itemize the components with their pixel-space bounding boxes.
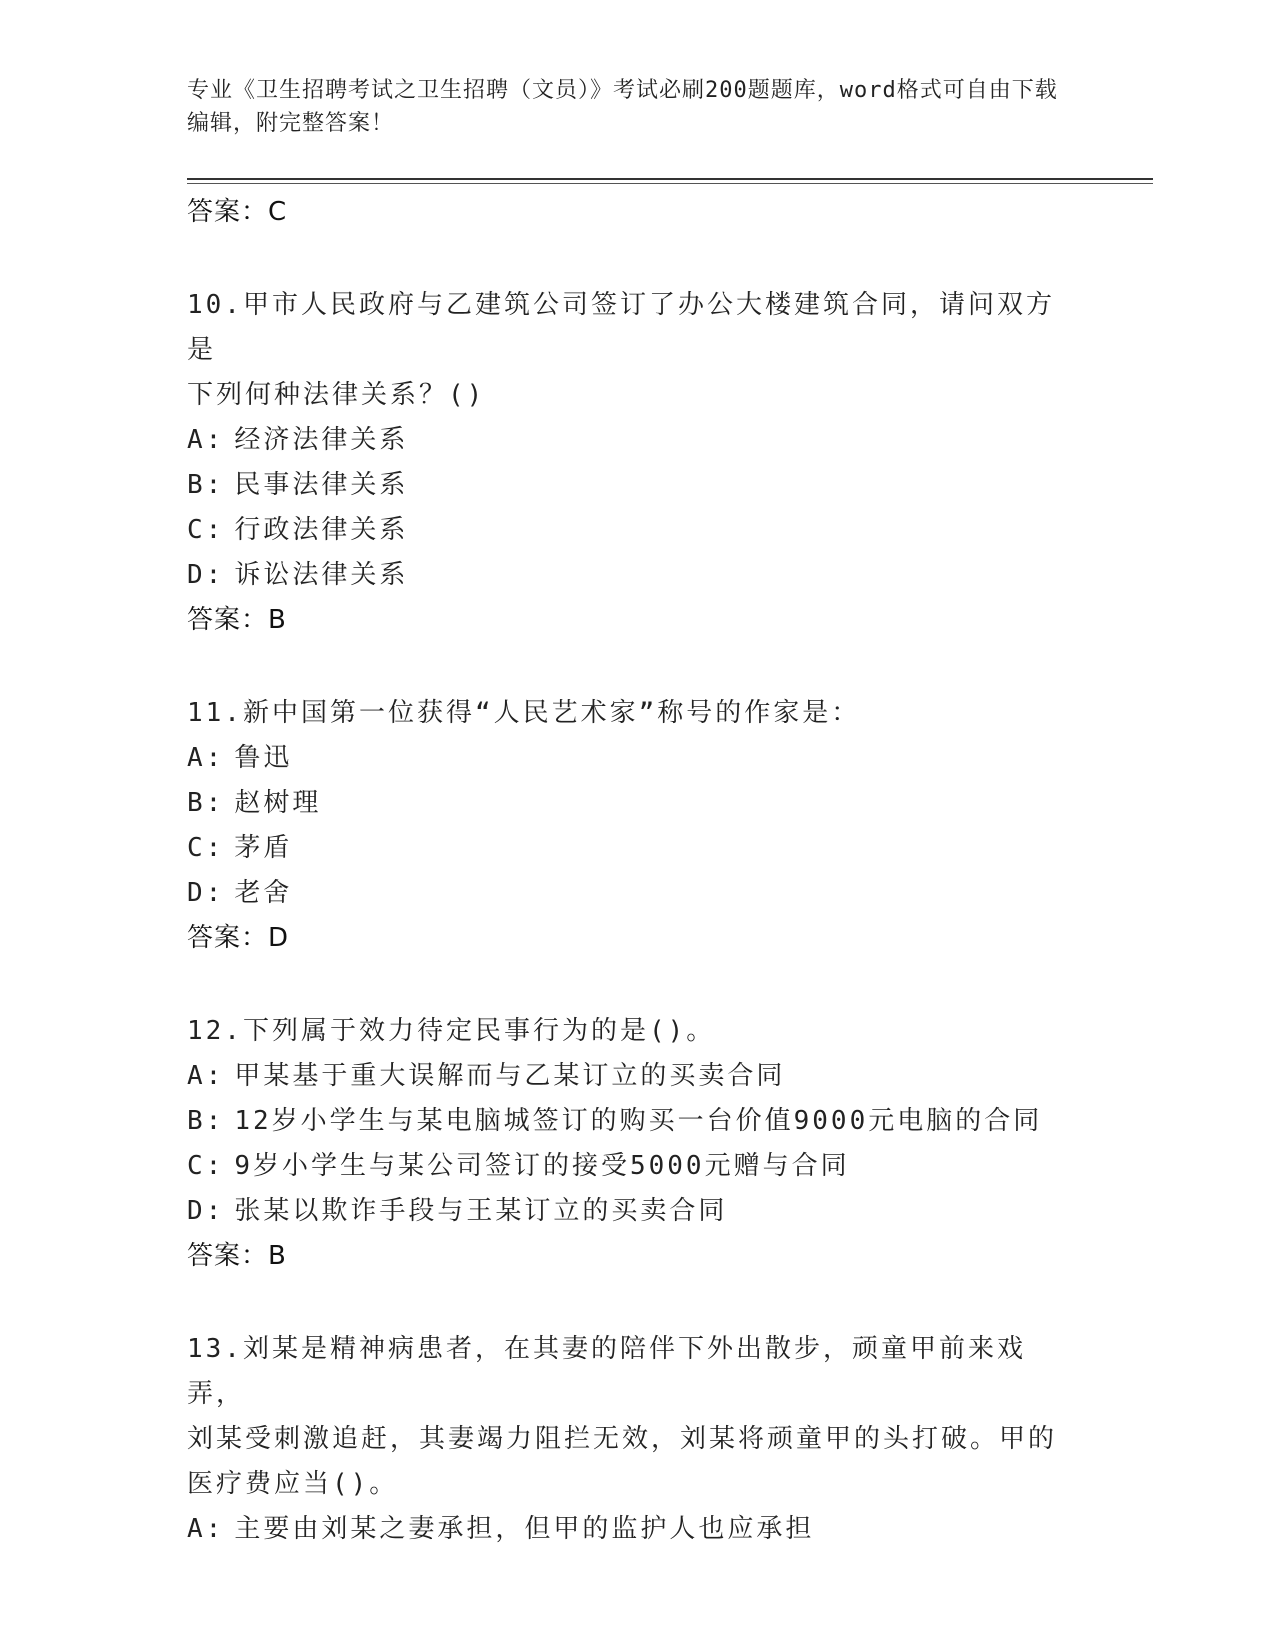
option-text: 甲某基于重大误解而与乙某订立的买卖合同 bbox=[234, 1061, 786, 1091]
option-text: 鲁迅 bbox=[234, 743, 293, 773]
option-key: B: bbox=[187, 470, 225, 500]
option-text: 行政法律关系 bbox=[234, 515, 409, 545]
option-d bbox=[187, 553, 1087, 598]
option-key: C: bbox=[187, 515, 225, 545]
option-text: 张某以欺诈手段与王某订立的买卖合同 bbox=[234, 1196, 728, 1226]
question-block bbox=[187, 1327, 1087, 1552]
option-key: D: bbox=[187, 560, 225, 590]
question-stem-line: 10.甲市人民政府与乙建筑公司签订了办公大楼建筑合同，请问双方是 bbox=[187, 290, 1055, 365]
question-block bbox=[187, 283, 1087, 643]
option-key: D: bbox=[187, 1196, 225, 1226]
option-text: 诉讼法律关系 bbox=[234, 560, 409, 590]
question-list bbox=[187, 190, 1087, 1552]
option-key: B: bbox=[187, 788, 225, 818]
option-c bbox=[187, 1144, 1087, 1189]
question-stem-line: 刘某受刺激追赶，其妻竭力阻拦无效，刘某将顽童甲的头打破。甲的 bbox=[187, 1424, 1058, 1454]
option-b bbox=[187, 463, 1087, 508]
question-block bbox=[187, 691, 1087, 961]
answer-line: 答案：B bbox=[187, 605, 287, 635]
option-text: 赵树理 bbox=[234, 788, 322, 818]
header-divider-thin bbox=[187, 183, 1153, 184]
header-divider-thick bbox=[187, 178, 1153, 180]
question-stem bbox=[187, 1009, 1067, 1054]
option-key: C: bbox=[187, 1151, 225, 1181]
option-key: D: bbox=[187, 878, 225, 908]
option-key: A: bbox=[187, 1061, 225, 1091]
spacer bbox=[187, 235, 1087, 283]
option-d bbox=[187, 871, 1087, 916]
option-a bbox=[187, 736, 1087, 781]
option-a bbox=[187, 1054, 1087, 1099]
question-stem-line: 11.新中国第一位获得“人民艺术家”称号的作家是： bbox=[187, 698, 861, 728]
option-key: A: bbox=[187, 425, 225, 455]
option-a bbox=[187, 1507, 1087, 1552]
option-text: 12岁小学生与某电脑城签订的购买一台价值9000元电脑的合同 bbox=[234, 1106, 1043, 1136]
question-stem-line: 下列何种法律关系？() bbox=[187, 380, 486, 410]
option-key: B: bbox=[187, 1106, 225, 1136]
question-stem bbox=[187, 1327, 1067, 1507]
answer-line: 答案：D bbox=[187, 923, 290, 953]
option-a bbox=[187, 418, 1087, 463]
option-c bbox=[187, 508, 1087, 553]
option-key: A: bbox=[187, 743, 225, 773]
option-text: 主要由刘某之妻承担，但甲的监护人也应承担 bbox=[234, 1514, 815, 1544]
spacer bbox=[187, 643, 1087, 691]
question-block bbox=[187, 1009, 1087, 1279]
question-stem bbox=[187, 283, 1067, 418]
question-stem-line: 12.下列属于效力待定民事行为的是()。 bbox=[187, 1016, 716, 1046]
answer-line: 答案：C bbox=[187, 197, 288, 227]
option-text: 老舍 bbox=[234, 878, 293, 908]
spacer bbox=[187, 1279, 1087, 1327]
question-stem-line: 医疗费应当()。 bbox=[187, 1469, 399, 1499]
option-c bbox=[187, 826, 1087, 871]
document-header: 专业《卫生招聘考试之卫生招聘（文员）》考试必刷200题题库，word格式可自由下载编辑，附完整答案！ bbox=[187, 78, 1058, 136]
option-text: 民事法律关系 bbox=[234, 470, 409, 500]
answer-line: 答案：B bbox=[187, 1241, 287, 1271]
option-key: A: bbox=[187, 1514, 225, 1544]
option-text: 茅盾 bbox=[234, 833, 293, 863]
question-stem bbox=[187, 691, 1067, 736]
question-stem-line: 13.刘某是精神病患者，在其妻的陪伴下外出散步，顽童甲前来戏弄， bbox=[187, 1334, 1026, 1409]
option-text: 9岁小学生与某公司签订的接受5000元赠与合同 bbox=[234, 1151, 850, 1181]
option-text: 经济法律关系 bbox=[234, 425, 409, 455]
spacer bbox=[187, 961, 1087, 1009]
option-b bbox=[187, 781, 1087, 826]
option-b bbox=[187, 1099, 1087, 1144]
option-key: C: bbox=[187, 833, 225, 863]
option-d bbox=[187, 1189, 1087, 1234]
